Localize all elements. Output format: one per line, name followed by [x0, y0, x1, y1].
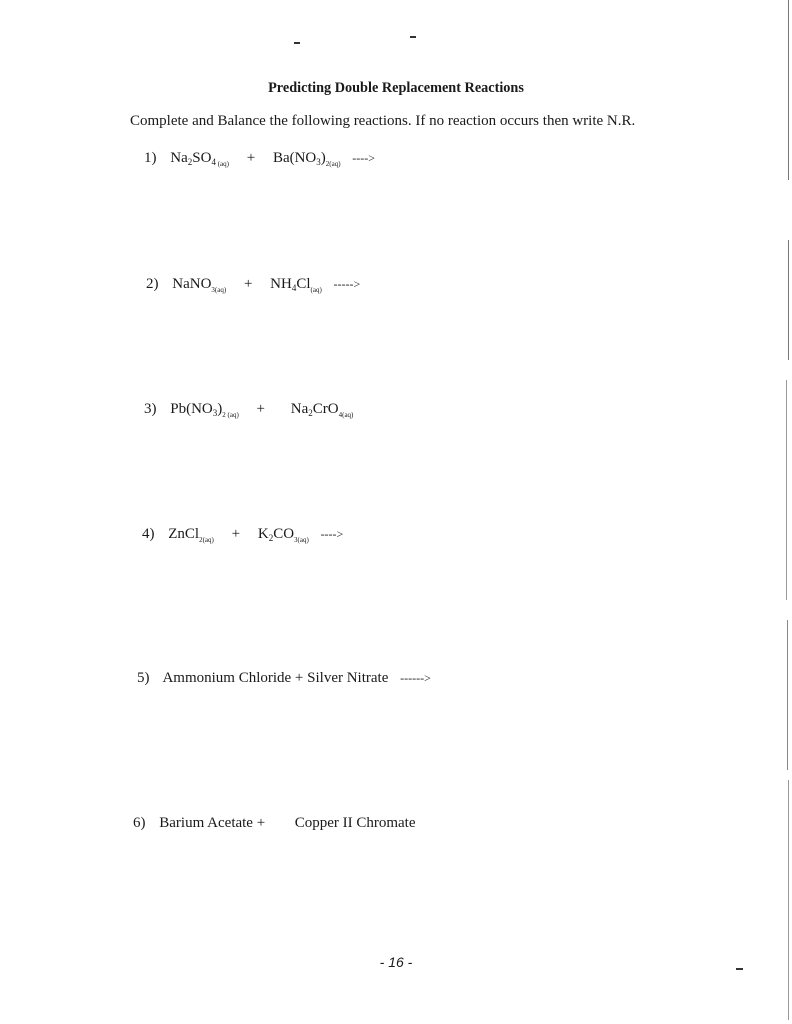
plus-sign: +	[231, 526, 241, 542]
problem-number: 5)	[137, 670, 150, 686]
problem-number: 1)	[144, 150, 157, 166]
reactant-2: $NH_4Cl_{(aq)}$	[270, 276, 322, 294]
scan-speck	[410, 36, 416, 38]
reactant-2: Copper II Chromate	[294, 815, 416, 831]
plus-sign: +	[256, 401, 266, 417]
problem-3	[144, 401, 353, 418]
scan-speck	[294, 42, 300, 44]
reactant-1: $Pb(NO_3)_{2 (aq)}$	[170, 401, 239, 419]
reactant-1: Barium Acetate +	[159, 815, 266, 831]
scan-edge-line	[788, 780, 789, 1020]
worksheet-title: Predicting Double Replacement Reactions	[268, 80, 524, 96]
problem-number: 4)	[142, 526, 155, 542]
plus-sign: +	[246, 150, 256, 166]
reaction-arrow: ------>	[400, 671, 431, 685]
reaction-arrow: ---->	[320, 527, 344, 541]
reaction-arrow: ----->	[333, 277, 361, 291]
reactant-2: $Na_2CrO_{4(aq)}$	[290, 401, 354, 419]
problem-number: 3)	[144, 401, 157, 417]
scan-edge-line	[788, 240, 789, 360]
problem-4	[142, 526, 343, 543]
plus-sign: +	[243, 276, 253, 292]
scan-edge-line	[788, 0, 789, 180]
problem-1	[144, 150, 375, 167]
reactant-1: $Na_2SO_4$ $_{(aq)}$	[170, 150, 229, 168]
reactant-2: $K_2CO_{3(aq)}$	[257, 526, 309, 544]
page-number: - 16 -	[379, 954, 413, 970]
reactant-2: $Ba(NO_3)_{2(aq)}$	[272, 150, 341, 168]
scan-edge-line	[786, 380, 787, 600]
reactant-1: ZnCl$_{2(aq)}$	[168, 526, 214, 544]
reaction-arrow: ---->	[352, 151, 376, 165]
scan-edge-line	[787, 620, 788, 770]
reaction-text: Ammonium Chloride + Silver Nitrate	[162, 670, 389, 686]
problem-2	[146, 276, 360, 293]
scan-speck	[736, 968, 743, 970]
problem-number: 6)	[133, 815, 146, 831]
problem-5	[137, 670, 431, 687]
problem-number: 2)	[146, 276, 159, 292]
instructions-text: Complete and Balance the following reactions. If no reaction occurs then write N.R.	[130, 113, 636, 129]
reactant-1: NaNO$_{3(aq)}$	[172, 276, 227, 294]
problem-6	[133, 815, 416, 832]
